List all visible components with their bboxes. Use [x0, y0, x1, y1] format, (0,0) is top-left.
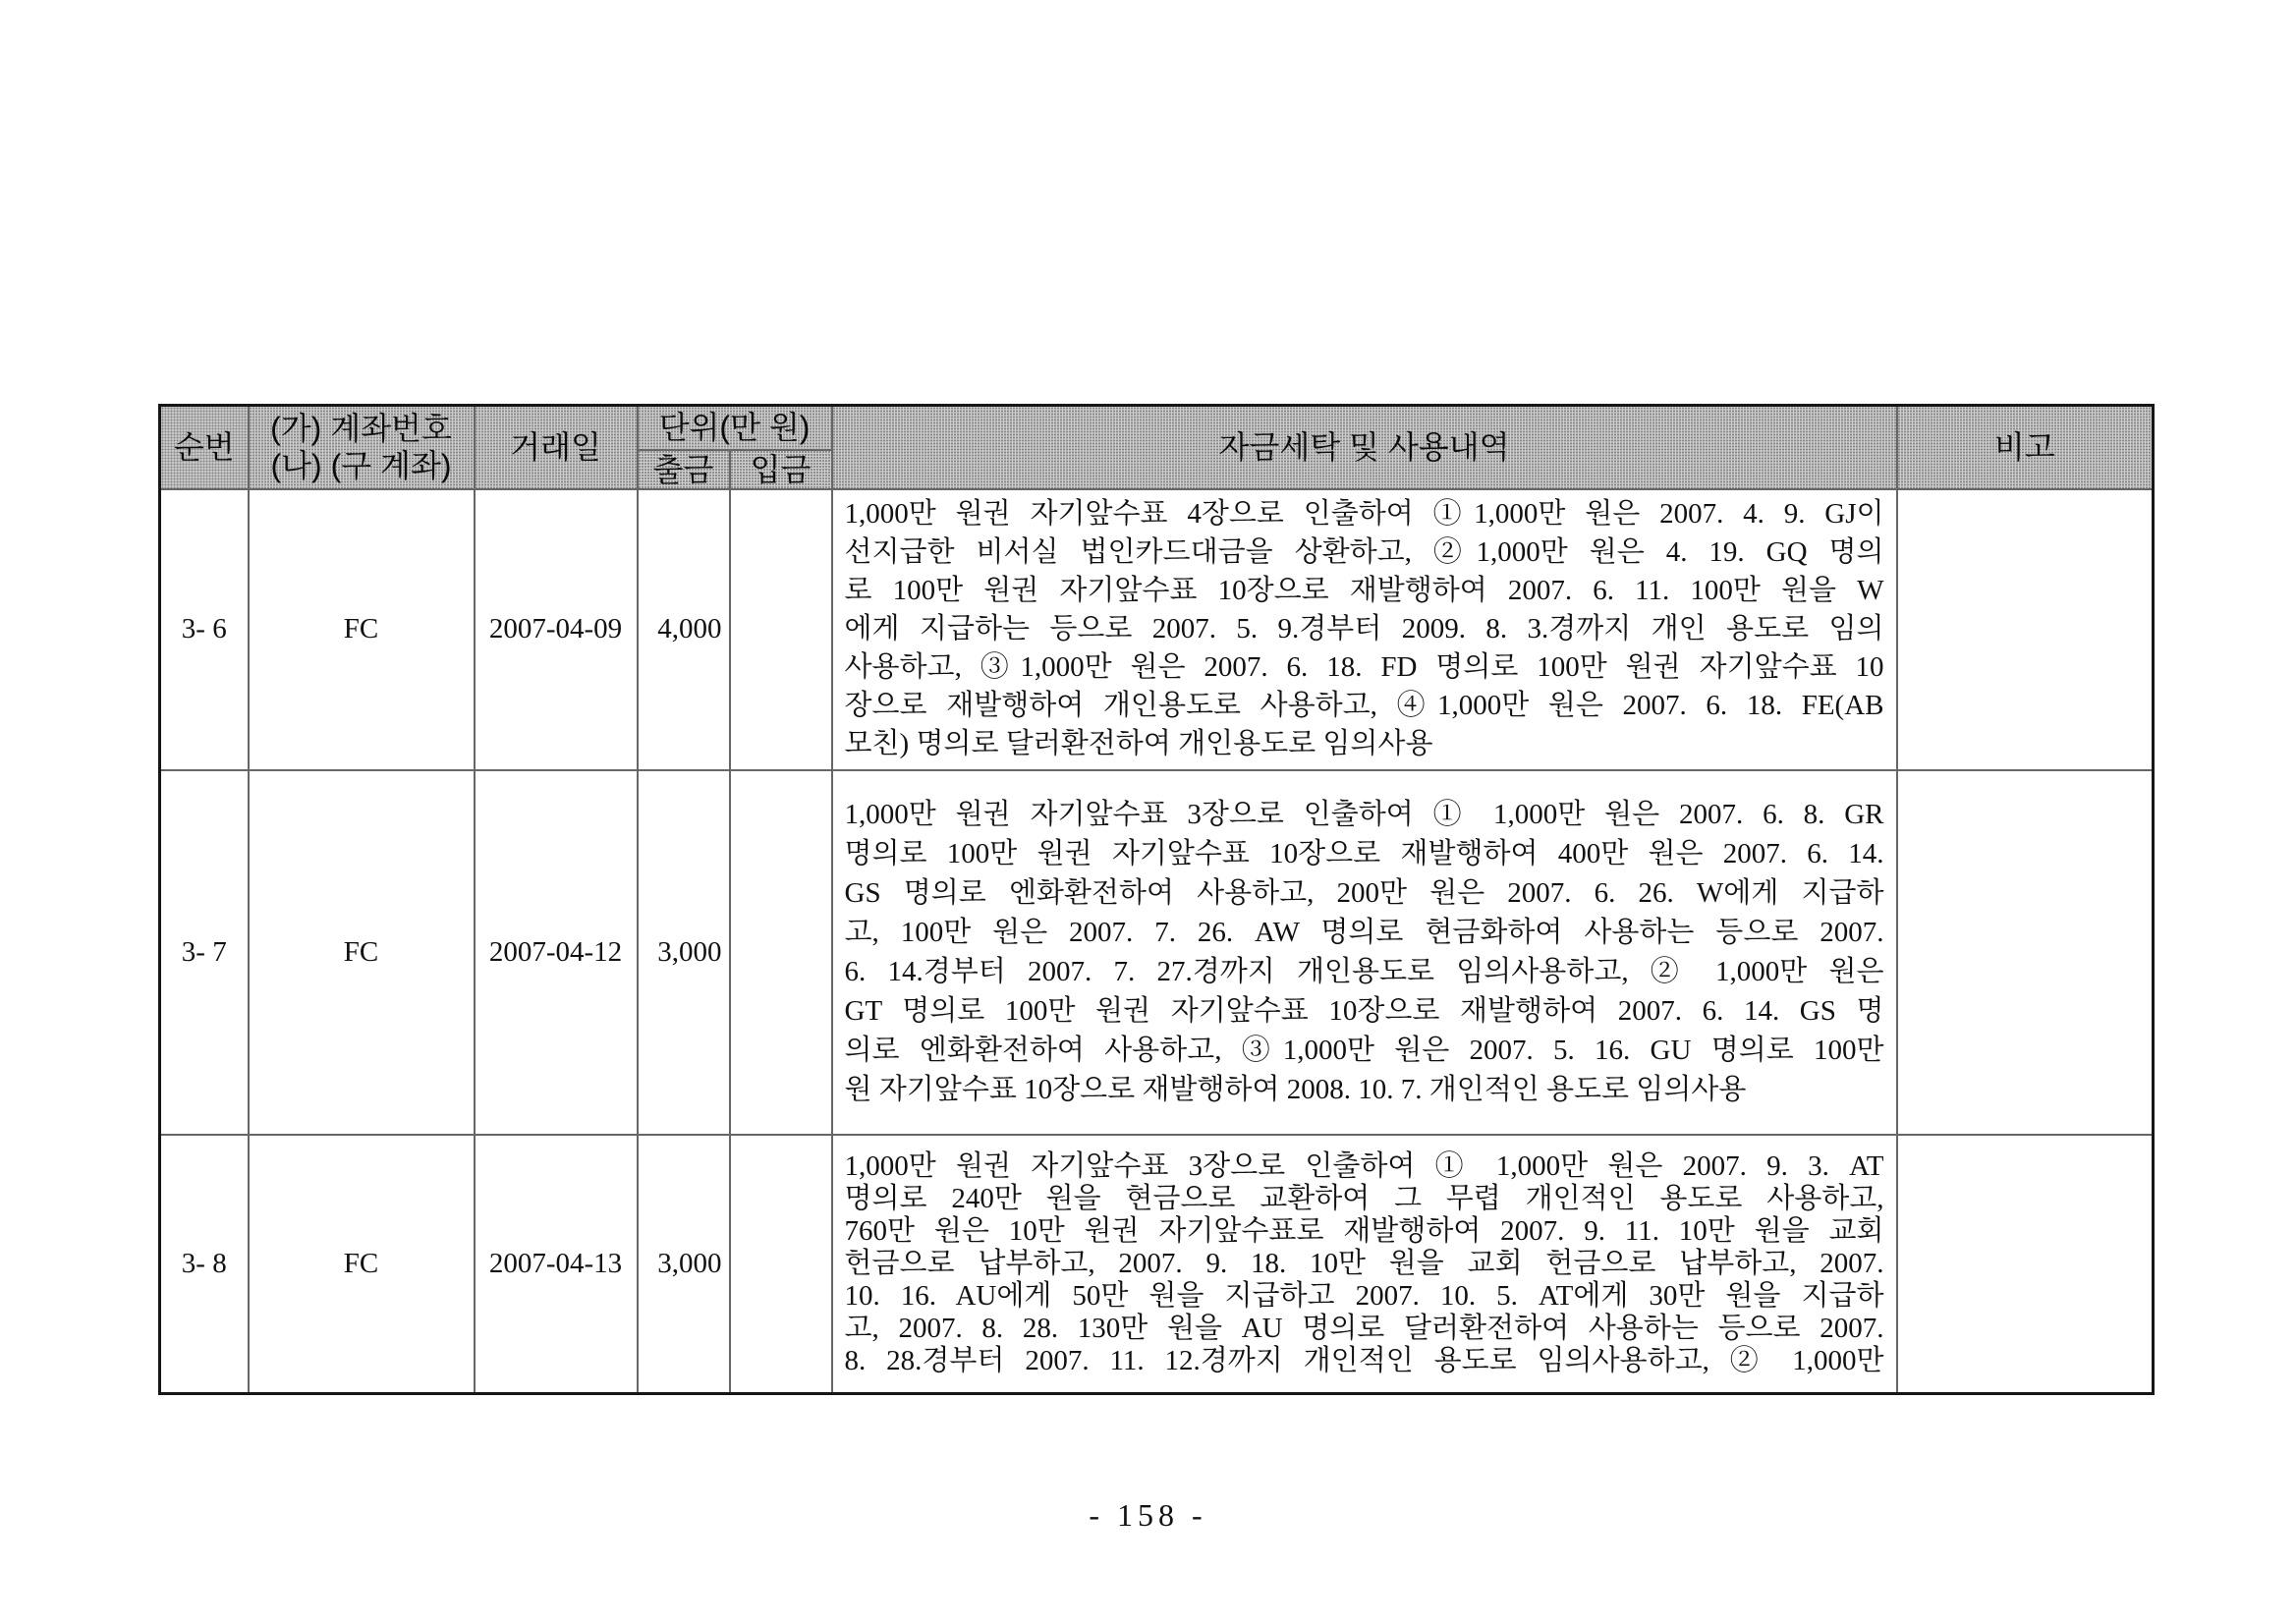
row-account: FC [249, 489, 475, 770]
details-line: 헌금으로 납부하고, 2007. 9. 18. 10만 원을 교회 헌금으로 납부하고, 2007. [844, 1247, 1884, 1279]
row-withdrawal: 3,000 [638, 1135, 730, 1394]
details-line: 로 100만 원권 자기앞수표 10장으로 재발행하여 2007. 6. 11. 100만 원을 W [844, 575, 1884, 606]
row-date: 2007-04-12 [475, 770, 638, 1135]
details-line: 고, 100만 원은 2007. 7. 26. AW 명의로 현금화하여 사용하는 등으로 2007. [844, 917, 1884, 948]
row-details [832, 1135, 1897, 1394]
header-deposit: 입금 [730, 450, 832, 489]
row-details [832, 770, 1897, 1135]
header-account [249, 406, 475, 489]
details-paragraph [845, 490, 1884, 769]
row-details [832, 489, 1897, 770]
header-date: 거래일 [475, 406, 638, 489]
details-line: 1,000만 원권 자기앞수표 4장으로 인출하여 ①1,000만 원은 2007. 4. 9. GJ이 [844, 498, 1884, 530]
row-seq: 3- 6 [160, 489, 249, 770]
row-remarks [1897, 489, 2154, 770]
details-line: 명의로 240만 원을 현금으로 교환하여 그 무렵 개인적인 용도로 사용하고, [844, 1182, 1884, 1214]
details-line: 10. 16. AU에게 50만 원을 지급하고 2007. 10. 5. AT에게 30만 원을 지급하 [844, 1279, 1884, 1312]
details-paragraph [845, 1136, 1884, 1392]
row-remarks [1897, 1135, 2154, 1394]
row-deposit [730, 770, 832, 1135]
row-seq: 3- 7 [160, 770, 249, 1135]
row-account: FC [249, 770, 475, 1135]
row-account: FC [249, 1135, 475, 1394]
details-line: 명의로 100만 원권 자기앞수표 10장으로 재발행하여 400만 원은 2007. 6. 14. [844, 838, 1884, 869]
header-account-line2: (나) (구 계좌) [270, 448, 452, 484]
row-date: 2007-04-13 [475, 1135, 638, 1394]
details-line: 사용하고, ③1,000만 원은 2007. 6. 18. FD 명의로 100만 원권 자기앞수표 10 [844, 651, 1884, 683]
table-row [160, 1135, 2154, 1394]
header-remarks: 비고 [1897, 406, 2154, 489]
details-line: 원 자기앞수표 10장으로 재발행하여 2008. 10. 7. 개인적인 용도로 임의사용 [844, 1074, 1747, 1105]
header-unit: 단위(만 원) [638, 406, 832, 450]
header-seq: 순번 [160, 406, 249, 489]
header-row-top [160, 406, 2154, 450]
fund-laundering-table [158, 404, 2155, 1395]
header-account-line1: (가) 계좌번호 [270, 411, 452, 447]
details-line: 고, 2007. 8. 28. 130만 원을 AU 명의로 달러환전하여 사용하는 등으로 2007. [844, 1312, 1884, 1344]
header-details: 자금세탁 및 사용내역 [832, 406, 1897, 489]
table-row [160, 489, 2154, 770]
details-line: 모친) 명의로 달러환전하여 개인용도로 임의사용 [844, 728, 1433, 759]
table-header [160, 406, 2154, 489]
row-withdrawal: 4,000 [638, 489, 730, 770]
header-withdrawal: 출금 [638, 450, 730, 489]
details-paragraph [845, 771, 1884, 1134]
details-line: 760만 원은 10만 원권 자기앞수표로 재발행하여 2007. 9. 11. 10만 원을 교회 [844, 1214, 1884, 1247]
row-date: 2007-04-09 [475, 489, 638, 770]
details-line: 의로 엔화환전하여 사용하고, ③1,000만 원은 2007. 5. 16. GU 명의로 100만 [844, 1035, 1884, 1066]
row-remarks [1897, 770, 2154, 1135]
page-number: - 158 - [1089, 1497, 1207, 1533]
details-line: 장으로 재발행하여 개인용도로 사용하고, ④1,000만 원은 2007. 6. 18. FE(AB [844, 690, 1884, 721]
row-withdrawal: 3,000 [638, 770, 730, 1135]
details-line: 6. 14.경부터 2007. 7. 27.경까지 개인용도로 임의사용하고, ② 1,000만 원은 [844, 956, 1884, 987]
details-line: 8. 28.경부터 2007. 11. 12.경까지 개인적인 용도로 임의사용하고, ② 1,000만 [844, 1344, 1884, 1376]
row-deposit [730, 489, 832, 770]
details-line: GT 명의로 100만 원권 자기앞수표 10장으로 재발행하여 2007. 6. 14. GS 명 [844, 995, 1884, 1027]
details-line: GS 명의로 엔화환전하여 사용하고, 200만 원은 2007. 6. 26. W에게 지급하 [844, 877, 1884, 909]
details-line: 1,000만 원권 자기앞수표 3장으로 인출하여 ① 1,000만 원은 2007. 9. 3. AT [844, 1149, 1884, 1182]
table-body [160, 489, 2154, 1394]
details-line: 에게 지급하는 등으로 2007. 5. 9.경부터 2009. 8. 3.경까지 개인 용도로 임의 [844, 613, 1884, 644]
row-seq: 3- 8 [160, 1135, 249, 1394]
details-line: 1,000만 원권 자기앞수표 3장으로 인출하여 ① 1,000만 원은 2007. 6. 8. GR [844, 799, 1884, 830]
details-line: 선지급한 비서실 법인카드대금을 상환하고, ②1,000만 원은 4. 19. GQ 명의 [844, 536, 1884, 568]
table-row [160, 770, 2154, 1135]
row-deposit [730, 1135, 832, 1394]
